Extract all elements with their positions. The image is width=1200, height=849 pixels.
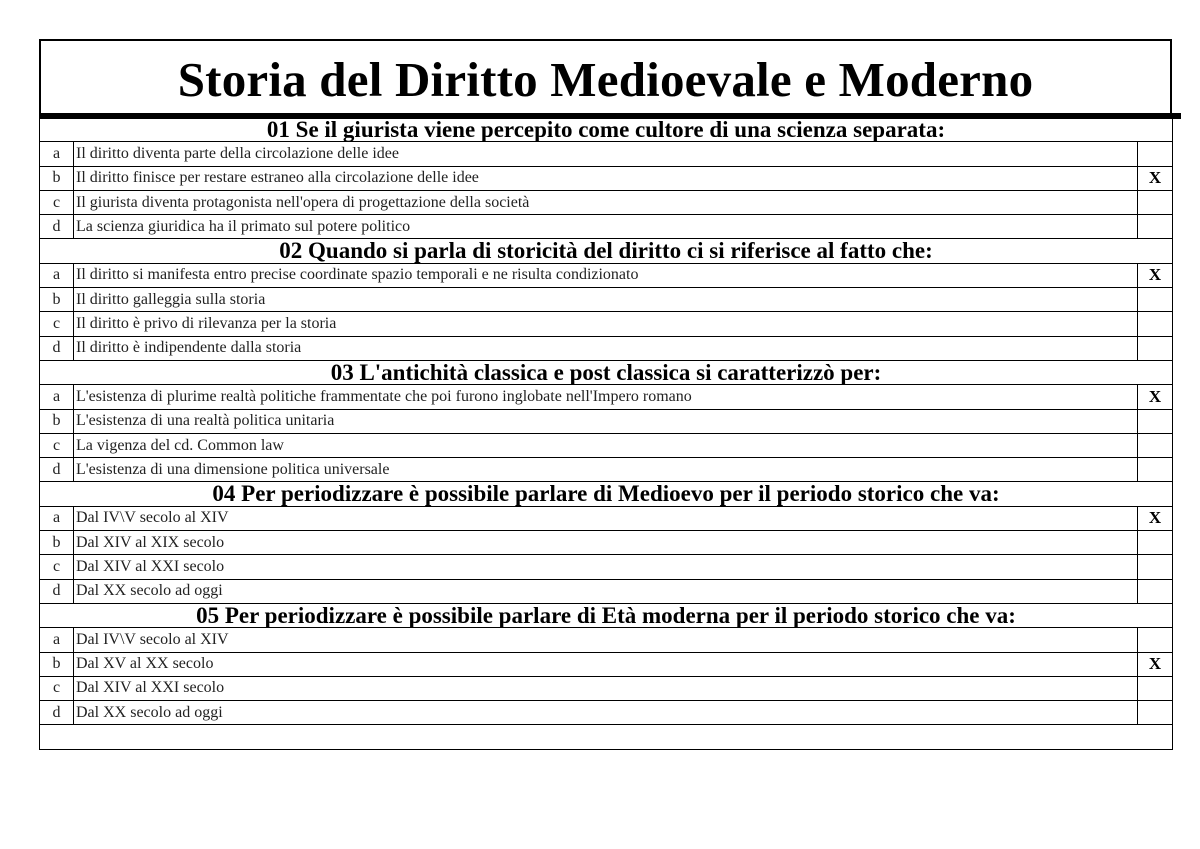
answer-text: Il diritto diventa parte della circolazione delle idee — [74, 142, 1138, 166]
answer-letter: a — [40, 506, 74, 530]
answer-letter: c — [40, 676, 74, 700]
answer-text: Dal XIV al XXI secolo — [74, 555, 1138, 579]
answer-letter: a — [40, 385, 74, 409]
answer-mark — [1138, 288, 1173, 312]
answer-mark — [1138, 579, 1173, 603]
answer-mark: X — [1138, 506, 1173, 530]
answer-row — [40, 433, 1173, 457]
answer-letter: b — [40, 531, 74, 555]
question-heading: 04 Per periodizzare è possibile parlare di Medioevo per il periodo storico che va: — [40, 482, 1173, 506]
answer-mark — [1138, 409, 1173, 433]
question-heading-row — [40, 482, 1173, 506]
answer-text: Il diritto è indipendente dalla storia — [74, 336, 1138, 360]
title-underline-bar — [39, 113, 1181, 119]
question-heading-row — [40, 239, 1173, 263]
answer-row — [40, 166, 1173, 190]
answer-text: Il diritto finisce per restare estraneo alla circolazione delle idee — [74, 166, 1138, 190]
answer-text: Il diritto è privo di rilevanza per la storia — [74, 312, 1138, 336]
answer-mark — [1138, 458, 1173, 482]
answer-row — [40, 385, 1173, 409]
answer-text: Dal XX secolo ad oggi — [74, 579, 1138, 603]
answer-letter: d — [40, 701, 74, 725]
answer-letter: b — [40, 166, 74, 190]
answer-row — [40, 628, 1173, 652]
answer-mark — [1138, 142, 1173, 166]
question-heading-row — [40, 603, 1173, 627]
answer-mark — [1138, 531, 1173, 555]
answer-mark — [1138, 628, 1173, 652]
answer-letter: b — [40, 409, 74, 433]
question-heading: 03 L'antichità classica e post classica si caratterizzò per: — [40, 360, 1173, 384]
answer-mark — [1138, 215, 1173, 239]
answer-letter: a — [40, 628, 74, 652]
title-box — [39, 39, 1172, 113]
answer-text: Dal IV\V secolo al XIV — [74, 506, 1138, 530]
answer-row — [40, 531, 1173, 555]
answer-row — [40, 506, 1173, 530]
answer-row — [40, 555, 1173, 579]
answer-text: Dal XV al XX secolo — [74, 652, 1138, 676]
answer-text: La vigenza del cd. Common law — [74, 433, 1138, 457]
answer-mark — [1138, 676, 1173, 700]
answer-row — [40, 336, 1173, 360]
answer-row — [40, 701, 1173, 725]
answer-row — [40, 409, 1173, 433]
answer-mark: X — [1138, 385, 1173, 409]
empty-row — [40, 725, 1173, 750]
answer-mark — [1138, 312, 1173, 336]
answer-row — [40, 676, 1173, 700]
answer-text: Il diritto si manifesta entro precise coordinate spazio temporali e ne risulta condizionato — [74, 263, 1138, 287]
answer-letter: c — [40, 433, 74, 457]
quiz-table — [39, 117, 1173, 750]
answer-mark — [1138, 433, 1173, 457]
answer-letter: b — [40, 652, 74, 676]
answer-mark — [1138, 336, 1173, 360]
answer-mark: X — [1138, 652, 1173, 676]
question-heading: 01 Se il giurista viene percepito come cultore di una scienza separata: — [40, 118, 1173, 142]
answer-letter: a — [40, 263, 74, 287]
answer-text: L'esistenza di plurime realtà politiche frammentate che poi furono inglobate nell'Impero romano — [74, 385, 1138, 409]
answer-text: Il diritto galleggia sulla storia — [74, 288, 1138, 312]
answer-row — [40, 142, 1173, 166]
answer-row — [40, 579, 1173, 603]
answer-letter: c — [40, 190, 74, 214]
answer-letter: d — [40, 215, 74, 239]
quiz-table-body — [40, 118, 1173, 750]
question-heading: 02 Quando si parla di storicità del diritto ci si riferisce al fatto che: — [40, 239, 1173, 263]
answer-text: Dal XIV al XXI secolo — [74, 676, 1138, 700]
answer-letter: b — [40, 288, 74, 312]
answer-text: Il giurista diventa protagonista nell'opera di progettazione della società — [74, 190, 1138, 214]
answer-row — [40, 652, 1173, 676]
question-heading-row — [40, 118, 1173, 142]
quiz-sheet — [39, 39, 1172, 750]
question-heading: 05 Per periodizzare è possibile parlare di Età moderna per il periodo storico che va: — [40, 603, 1173, 627]
answer-letter: d — [40, 458, 74, 482]
answer-mark — [1138, 190, 1173, 214]
answer-text: Dal IV\V secolo al XIV — [74, 628, 1138, 652]
answer-letter: d — [40, 336, 74, 360]
answer-row — [40, 312, 1173, 336]
empty-cell — [40, 725, 1173, 750]
answer-mark: X — [1138, 263, 1173, 287]
answer-row — [40, 215, 1173, 239]
answer-row — [40, 263, 1173, 287]
answer-row — [40, 458, 1173, 482]
answer-text: L'esistenza di una realtà politica unitaria — [74, 409, 1138, 433]
answer-row — [40, 288, 1173, 312]
answer-text: Dal XX secolo ad oggi — [74, 701, 1138, 725]
page-title: Storia del Diritto Medioevale e Moderno — [177, 52, 1034, 107]
answer-letter: c — [40, 555, 74, 579]
answer-letter: c — [40, 312, 74, 336]
answer-text: L'esistenza di una dimensione politica universale — [74, 458, 1138, 482]
answer-letter: a — [40, 142, 74, 166]
answer-row — [40, 190, 1173, 214]
answer-mark: X — [1138, 166, 1173, 190]
answer-text: Dal XIV al XIX secolo — [74, 531, 1138, 555]
answer-text: La scienza giuridica ha il primato sul potere politico — [74, 215, 1138, 239]
answer-letter: d — [40, 579, 74, 603]
answer-mark — [1138, 555, 1173, 579]
answer-mark — [1138, 701, 1173, 725]
question-heading-row — [40, 360, 1173, 384]
